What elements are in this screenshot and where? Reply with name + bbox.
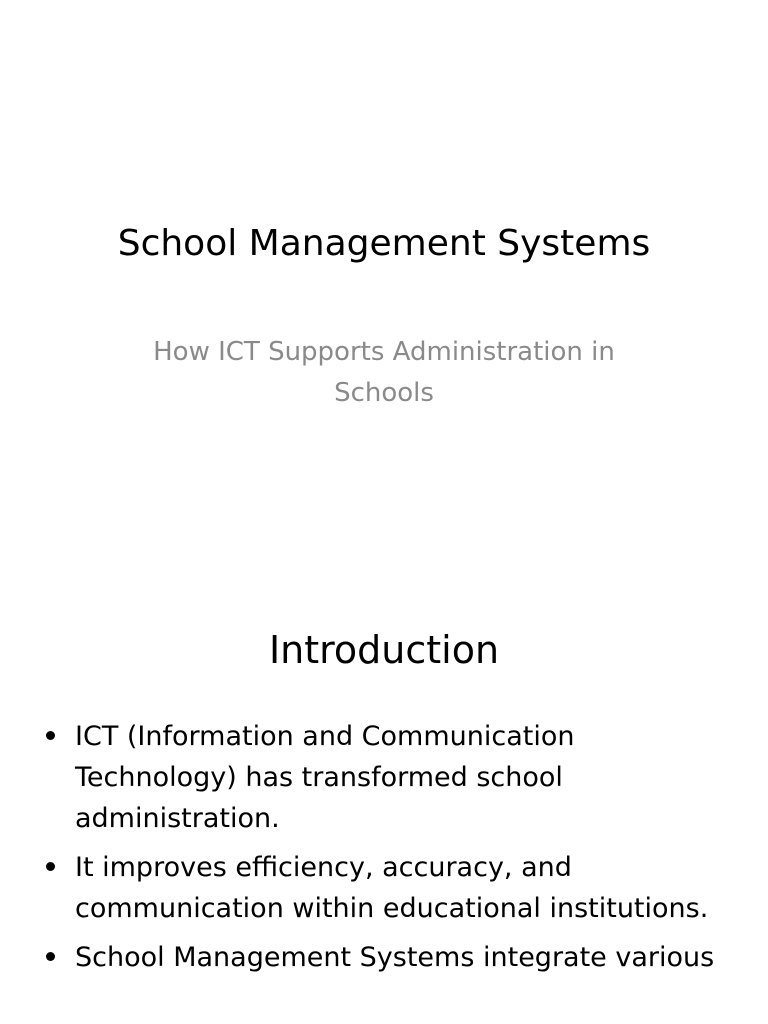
slide-heading: Introduction xyxy=(268,628,500,672)
bullet-icon xyxy=(46,952,55,961)
bullet-item xyxy=(40,937,740,978)
slide-subtitle-text: How ICT Supports Administration in Schools xyxy=(153,337,615,408)
bullet-item xyxy=(40,716,740,839)
bullet-text: School Management Systems integrate various xyxy=(75,942,715,973)
bullet-icon xyxy=(46,862,55,871)
slide-introduction xyxy=(0,576,768,1024)
bullet-item xyxy=(40,847,740,929)
bullet-icon xyxy=(46,731,55,740)
bullet-list xyxy=(40,716,740,986)
slide-title-text: School Management Systems xyxy=(117,223,651,264)
bullet-text: ICT (Information and Communication Technology) has transformed school administration. xyxy=(75,721,575,834)
bullet-text: It improves efficiency, accuracy, and communication within educational institutions. xyxy=(75,852,709,924)
